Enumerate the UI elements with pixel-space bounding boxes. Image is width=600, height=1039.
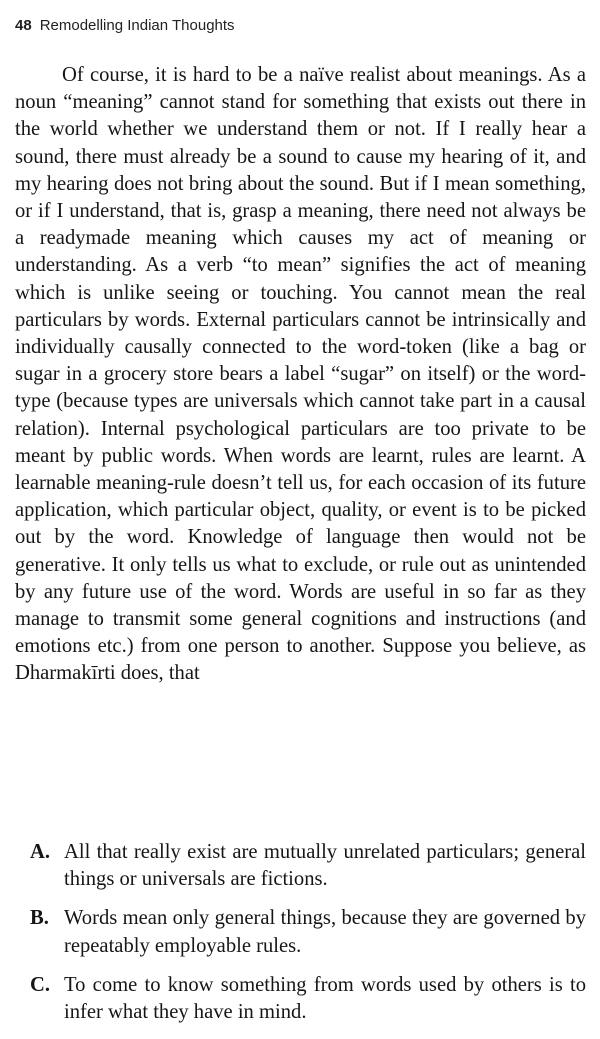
list-marker: B. [30, 907, 49, 930]
list-item [30, 905, 586, 959]
list-marker: C. [30, 973, 51, 996]
list-item [30, 972, 586, 1026]
body-paragraph: Of course, it is hard to be a naïve realist about meanings. As a noun “meaning” cannot stand for something that exists out there in the world whether we understand them or not. If I really hear a sound, there must already be a sound to cause my hearing of it, and my hearing does not bring about the sound. But if I mean something, or if I understand, that is, grasp a meaning, there need not always be a readymade meaning which causes my act of meaning or understanding. As a verb “to mean” signifies the act of meaning which is unlike seeing or touching. You cannot mean the real particulars by words. External particulars cannot be intrinsically and individually causally connected to the word-token (like a bag or sugar in a grocery store bears a label “sugar” on itself) or the word-type (because types are universals which cannot take part in a causal relation). Internal psychological particulars are too private to be meant by public words. When words are learnt, rules are learnt. A learnable meaning-rule doesn’t tell us, for each occasion of its future application, which particular object, quality, or event is to be picked out by the word. Knowledge of language then would not be generative. It only tells us what to exclude, or rule out as unintended by any future use of the word. Words are useful in so far as they manage to transmit some general cognitions and instructions (and emotions etc.) from one person to another. Suppose you believe, as Dharmakīrti does, that [15, 64, 586, 685]
proposition-list [30, 839, 586, 1038]
list-item-text: Words mean only general things, because they are governed by repeatably employable rules. [64, 907, 586, 957]
running-head [15, 17, 235, 34]
running-title: Remodelling Indian Thoughts [39, 17, 235, 34]
page-number: 48 [15, 17, 32, 34]
list-item-text: All that really exist are mutually unrelated particulars; general things or universals are fictions. [64, 841, 586, 891]
list-item [30, 839, 586, 893]
list-item-text: To come to know something from words used by others is to infer what they have in mind. [64, 973, 586, 1024]
list-marker: A. [30, 841, 51, 863]
